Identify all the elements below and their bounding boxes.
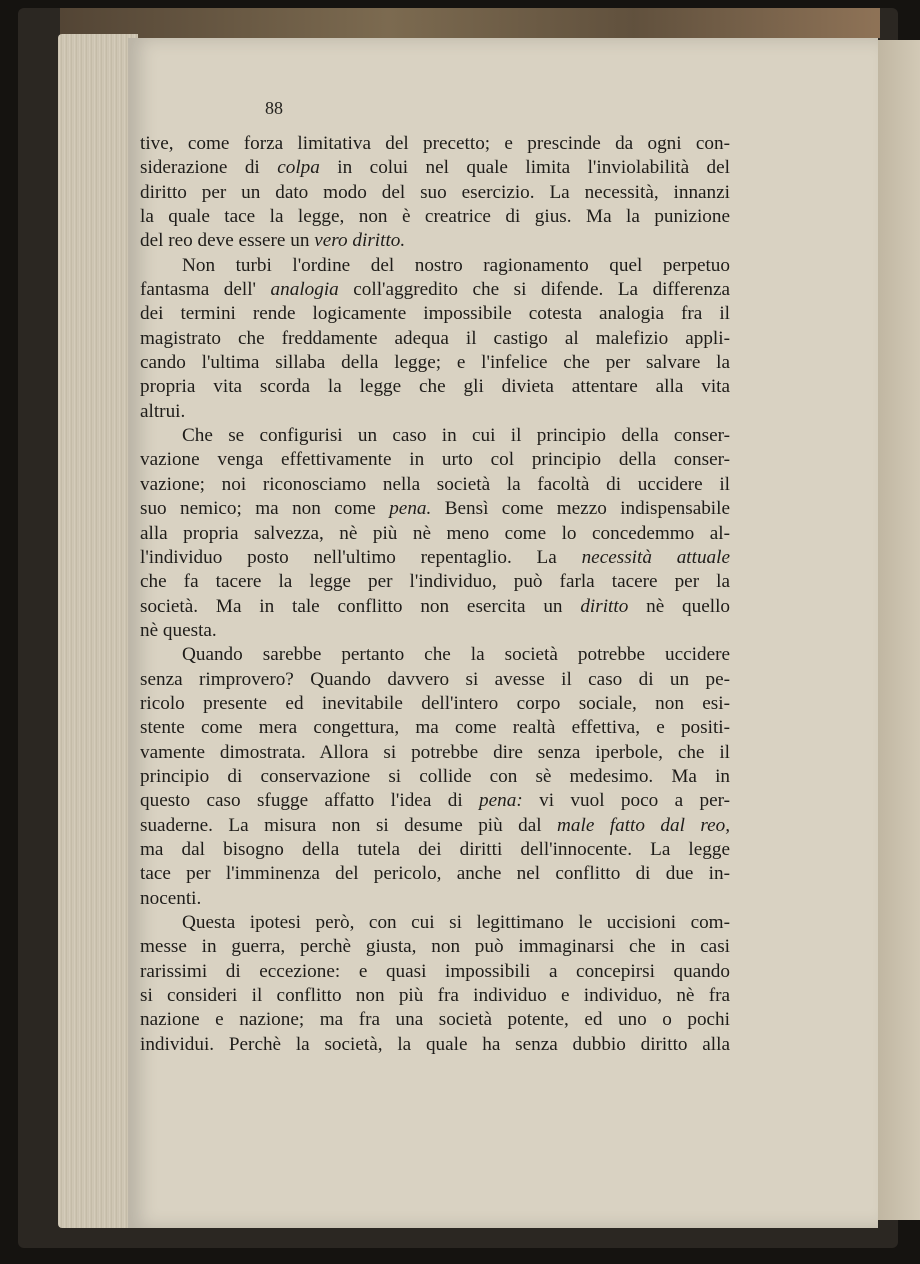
text-run: magistrato che freddamente adequa il castigo al malefizio appli- [140,327,730,349]
paragraph [140,643,730,911]
text-run: vamente dimostrata. Allora si potrebbe dire senza iperbole, che il [140,741,730,763]
text-line [140,424,730,448]
italic-text: diritto [580,595,629,617]
text-line [140,935,730,959]
text-run: altrui. [140,400,186,422]
text-line [140,716,730,740]
text-run: tive, come forza limitativa del precetto; e prescinde da ogni con- [140,133,730,154]
text-run: vazione; noi riconosciamo nella società la facoltà di uccidere il [140,473,730,495]
text-run: l'individuo posto nell'ultimo repentaglio. La [140,546,582,568]
text-run: Questa ipotesi però, con cui si legittimano le uccisioni com- [182,912,730,933]
text-line [140,668,730,692]
italic-text: male fatto dal reo, [557,814,730,836]
italic-text: vero diritto. [314,230,406,252]
text-run: diritto per un dato modo del suo esercizio. La necessità, innanzi [140,181,730,203]
text-run: nocenti. [140,887,202,909]
text-run: propria vita scorda la legge che gli divieta attentare alla vita [140,376,730,398]
text-run: dei termini rende logicamente impossibile cotesta analogia fra il [140,303,730,325]
text-run: nè questa. [140,619,217,641]
text-run: del reo deve essere un [140,230,315,252]
page-body-text [140,132,730,1057]
text-run: coll'aggredito che si difende. La differenza [338,279,730,301]
text-line [140,448,730,472]
text-run: cando l'ultima sillaba della legge; e l'infelice che per salvare la [140,352,730,374]
text-line [140,1008,730,1032]
text-line [140,595,730,619]
text-line [140,375,730,399]
text-run: suo nemico; ma non come [140,498,390,520]
text-run: principio di conservazione si collide con sè medesimo. Ma in [140,765,730,787]
text-line [140,741,730,765]
text-line [140,327,730,351]
text-run: stente come mera congettura, ma come realtà effettiva, e positi- [140,717,730,739]
text-line [140,400,730,424]
italic-text: pena. [389,498,432,520]
text-line [140,887,730,911]
paragraph [140,254,730,424]
text-line [140,132,730,156]
italic-text: necessità attuale [581,546,730,568]
text-run: suaderne. La misura non si desume più dal [140,814,558,836]
italic-text: colpa [277,157,320,179]
text-run: nazione e nazione; ma fra una società potente, ed uno o pochi [140,1009,730,1031]
text-line [140,1033,730,1057]
page-edges [58,34,138,1228]
text-run: questo caso sfugge affatto l'idea di [140,790,480,812]
text-line [140,473,730,497]
text-line [140,960,730,984]
text-line [140,814,730,838]
text-run: la quale tace la legge, non è creatrice di gius. Ma la punizione [140,206,730,228]
text-run: Bensì come mezzo indispensabile [431,498,730,520]
text-line [140,522,730,546]
text-run: vazione venga effettivamente in urto col principio della conser- [140,449,730,471]
text-line [140,156,730,180]
text-run: siderazione di [140,157,278,179]
text-line [140,254,730,278]
text-line [140,278,730,302]
text-run: si consideri il conflitto non più fra individuo e individuo, nè fra [140,985,730,1007]
text-line [140,984,730,1008]
text-run: Che se configurisi un caso in cui il principio della conser- [182,425,730,447]
text-run: che fa tacere la legge per l'individuo, può farla tacere per la [140,571,730,593]
italic-text: pena: [479,790,523,812]
italic-text: analogia [270,279,339,301]
text-line [140,911,730,935]
text-line [140,643,730,667]
text-run: società. Ma in tale conflitto non esercita un [140,595,581,617]
text-run: Non turbi l'ordine del nostro ragionamento quel perpetuo [182,254,730,276]
text-line [140,789,730,813]
text-line [140,205,730,229]
text-run: Quando sarebbe pertanto che la società potrebbe uccidere [182,644,730,666]
text-run: individui. Perchè la società, la quale ha senza dubbio diritto alla [140,1033,730,1055]
text-run: alla propria salvezza, nè più nè meno come lo concedemmo al- [140,522,730,544]
text-run: ma dal bisogno della tutela dei diritti dell'innocente. La legge [140,838,730,860]
page-number: 88 [265,98,283,118]
text-run: tace per l'imminenza del pericolo, anche nel conflitto di due in- [140,863,730,885]
text-run: vi vuol poco a per- [522,790,731,812]
paragraph [140,424,730,643]
text-line [140,546,730,570]
text-line [140,692,730,716]
text-run: nè quello [628,595,731,617]
paragraph [140,911,730,1057]
text-line [140,838,730,862]
text-run: senza rimprovero? Quando davvero si avesse il caso di un pe- [140,668,730,690]
text-line [140,302,730,326]
text-run: ricolo presente ed inevitabile dell'intero corpo sociale, non esi- [140,692,730,714]
text-line [140,497,730,521]
text-run: rarissimi di eccezione: e quasi impossibili a concepirsi quando [140,960,730,982]
text-line [140,181,730,205]
text-line [140,765,730,789]
text-line [140,229,730,253]
paragraph [140,132,730,254]
text-run: messe in guerra, perchè giusta, non può immaginarsi che in casi [140,936,730,958]
text-run: in colui nel quale limita l'inviolabilità del [319,157,731,179]
text-line [140,570,730,594]
text-line [140,862,730,886]
text-run: fantasma dell' [140,279,271,301]
cover-edge [60,8,880,38]
text-line [140,351,730,375]
text-line [140,619,730,643]
